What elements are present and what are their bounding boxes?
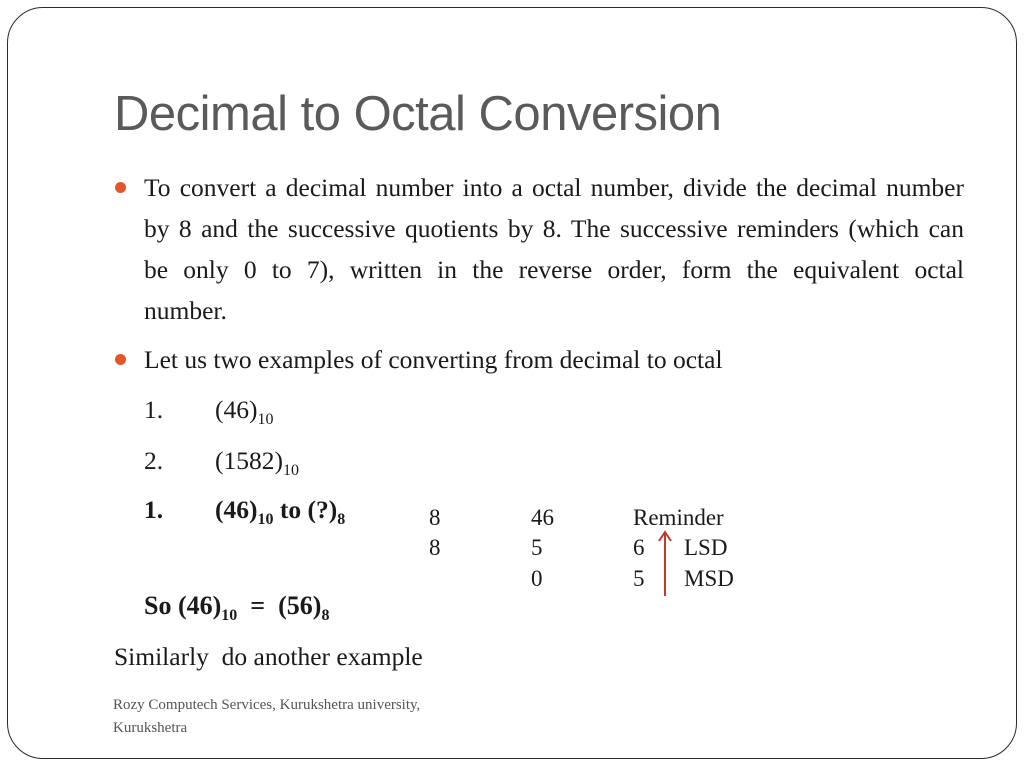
divisor-cell: 8 bbox=[429, 505, 441, 530]
dividend-cell: 46 bbox=[531, 505, 554, 530]
bullet-text: Let us two examples of converting from decimal to octal bbox=[144, 345, 723, 374]
bullet-item-examples-intro bbox=[144, 339, 964, 380]
bullet-dot-icon bbox=[115, 182, 126, 193]
divisor-cell: 8 bbox=[429, 535, 441, 560]
example-value: $(1582)_{10}$ bbox=[215, 446, 299, 479]
example-number: 2. bbox=[144, 446, 164, 475]
quotient-cell: 0 bbox=[531, 566, 543, 591]
slide-footer bbox=[113, 694, 420, 740]
footer-line: Kurukshetra bbox=[113, 720, 188, 736]
remainder-cell: 6 bbox=[633, 535, 645, 560]
remainder-cell: 5 bbox=[633, 566, 645, 591]
result-line: So $(46)_{10} = (56)_8$ bbox=[144, 591, 330, 624]
footer-line: Rozy Computech Services, Kurukshetra university, bbox=[113, 697, 421, 713]
quotient-cell: 5 bbox=[531, 535, 543, 560]
bullet-item-conversion-rule bbox=[144, 167, 964, 331]
lsd-label: LSD bbox=[684, 535, 728, 560]
closing-text: Similarly do another example bbox=[114, 642, 423, 671]
worked-example-number: 1. bbox=[144, 495, 164, 524]
example-value: $(46)_{10}$ bbox=[215, 395, 274, 428]
slide-title: Decimal to Octal Conversion bbox=[114, 87, 722, 141]
arrow-up-icon bbox=[658, 530, 672, 598]
msd-label: MSD bbox=[684, 566, 734, 591]
worked-example-expression: $(46)_{10}$ to $(?)_8$ bbox=[215, 495, 346, 528]
example-number: 1. bbox=[144, 395, 164, 424]
bullet-text: To convert a decimal number into a octal number, divide the decimal number by 8 and the successive quotients by 8. The successive reminders (which can be only 0 to 7), written in the reverse order, form the equivalent octal number. bbox=[144, 173, 964, 325]
bullet-dot-icon bbox=[115, 354, 126, 365]
remainder-header: Reminder bbox=[633, 505, 724, 530]
